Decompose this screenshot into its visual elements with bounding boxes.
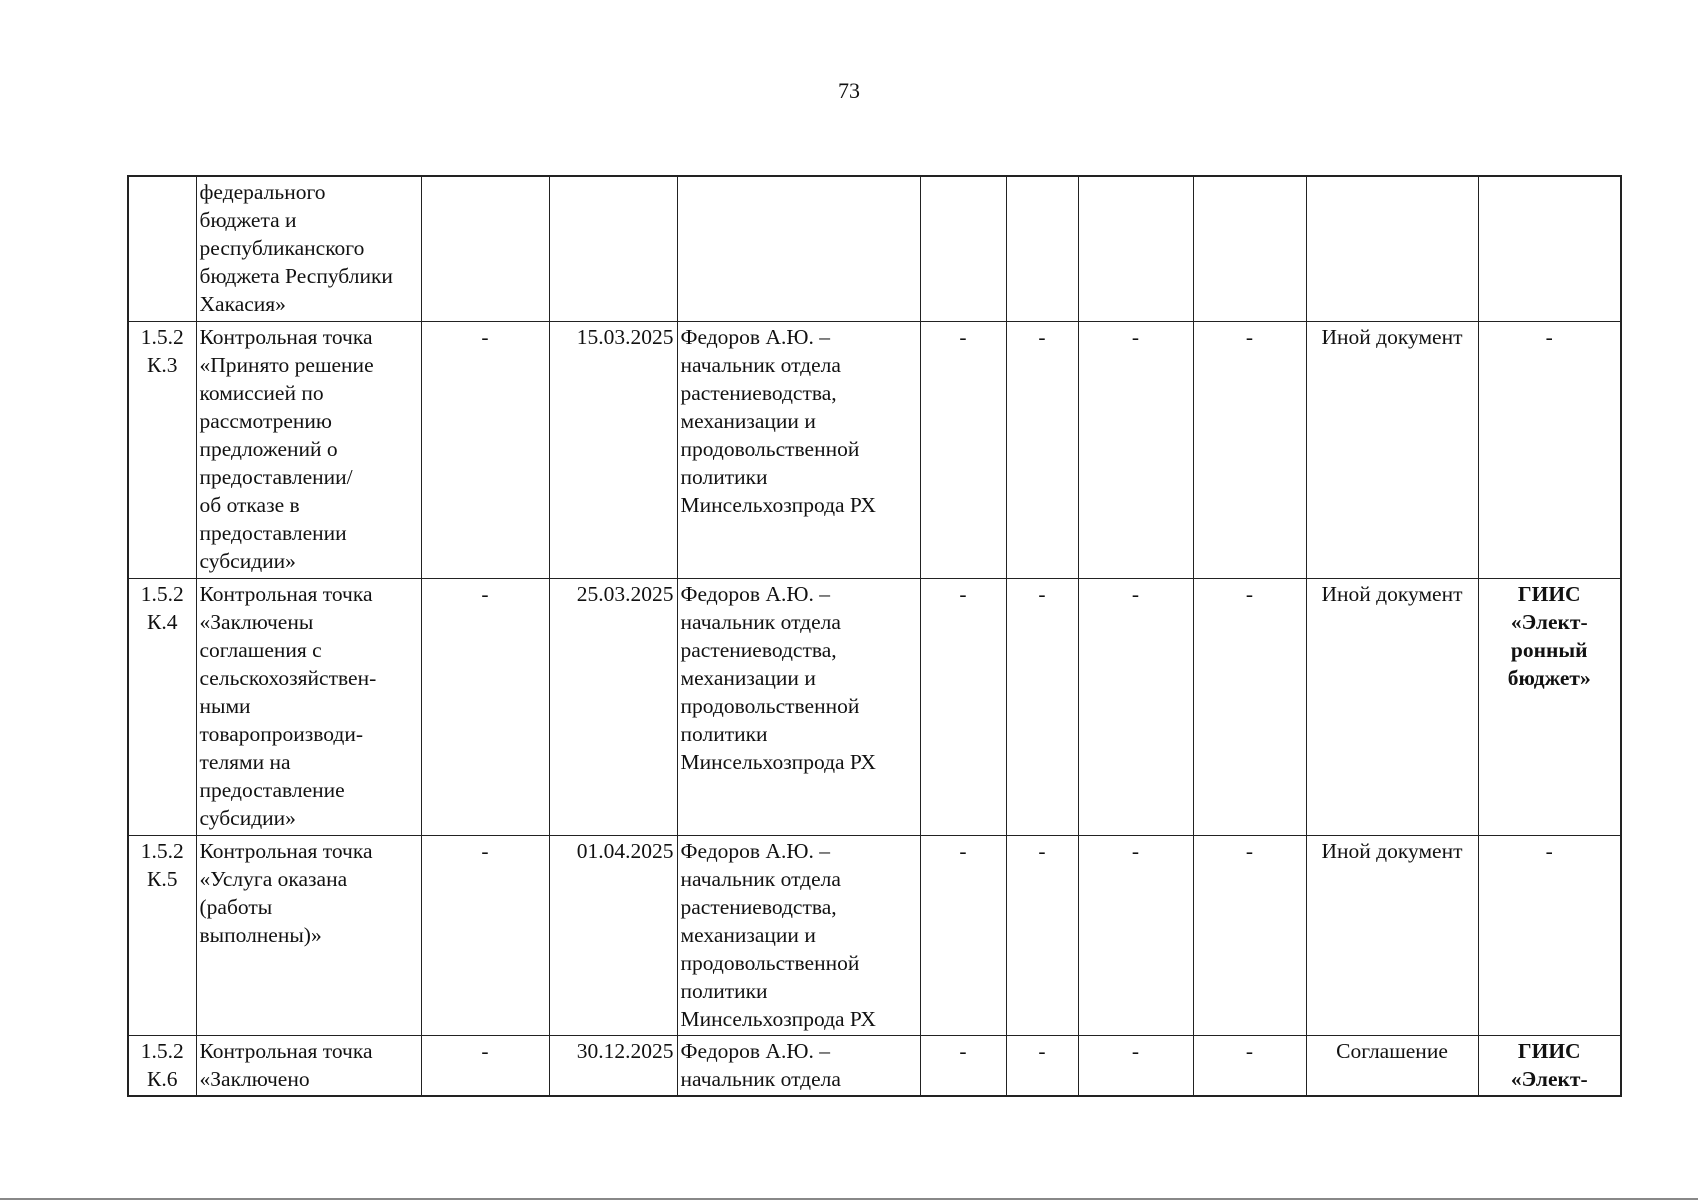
- end-date-cell: [549, 322, 677, 579]
- responsible-line: растениеводства,: [680, 381, 837, 405]
- number-cell: [128, 322, 196, 579]
- dash-value: -: [1245, 1039, 1254, 1063]
- information-system-line: бюджет»: [1507, 666, 1591, 690]
- empty-cell: [421, 176, 549, 322]
- dash-value: -: [1245, 325, 1254, 349]
- number-line: 1.5.2: [140, 839, 184, 863]
- name-line: предоставлении/: [199, 465, 353, 489]
- document-type-cell: [1306, 579, 1478, 836]
- number-cell: [128, 836, 196, 1036]
- dash-cell: [1006, 1036, 1078, 1097]
- information-system-cell: [1478, 322, 1621, 579]
- start-value: -: [481, 1039, 489, 1063]
- number-cell: [128, 1036, 196, 1097]
- start-cell: [421, 579, 549, 836]
- name-line: республиканского: [199, 236, 365, 260]
- responsible-line: продовольственной: [680, 951, 860, 975]
- page-number: 73: [838, 78, 860, 103]
- dash-value: -: [1131, 325, 1140, 349]
- name-cell: [196, 579, 421, 836]
- dash-value: -: [1131, 839, 1140, 863]
- dash-cell: [1006, 579, 1078, 836]
- empty-cell: [1306, 176, 1478, 322]
- number-line: К.3: [147, 353, 178, 377]
- dash-value: -: [1245, 839, 1254, 863]
- name-cell: [196, 836, 421, 1036]
- name-line: субсидии»: [199, 806, 296, 830]
- start-cell: [421, 1036, 549, 1097]
- dash-value: -: [1131, 1039, 1140, 1063]
- dash-value: -: [1038, 325, 1046, 349]
- table-body: [128, 176, 1621, 1096]
- start-cell: [421, 836, 549, 1036]
- name-cell: [196, 322, 421, 579]
- responsible-line: Минсельхозпрода РХ: [680, 493, 876, 517]
- name-line: субсидии»: [199, 549, 296, 573]
- dash-value: -: [1245, 582, 1254, 606]
- responsible-line: растениеводства,: [680, 895, 837, 919]
- responsible-line: Федоров А.Ю. –: [680, 1039, 830, 1063]
- name-line: выполнены)»: [199, 923, 322, 947]
- name-line: предоставлении: [199, 521, 347, 545]
- name-line: Контрольная точка: [199, 839, 373, 863]
- responsible-line: растениеводства,: [680, 638, 837, 662]
- empty-cell: [1478, 176, 1621, 322]
- name-line: Контрольная точка: [199, 325, 373, 349]
- number-line: К.4: [147, 610, 178, 634]
- responsible-cell: [677, 322, 920, 579]
- responsible-line: политики: [680, 722, 768, 746]
- document-type-value: Иной документ: [1321, 582, 1463, 606]
- information-system-line: ГИИС: [1517, 582, 1581, 606]
- document-type-cell: [1306, 322, 1478, 579]
- name-line: предложений о: [199, 437, 338, 461]
- name-line: бюджета Республики: [199, 264, 393, 288]
- responsible-line: Минсельхозпрода РХ: [680, 750, 876, 774]
- name-line: «Заключены: [199, 610, 314, 634]
- dash-cell: [1193, 579, 1306, 836]
- dash-value: -: [959, 1039, 967, 1063]
- table-row: [128, 836, 1621, 1036]
- name-line: «Принято решение: [199, 353, 374, 377]
- document-type-cell: [1306, 1036, 1478, 1097]
- information-system-cell: [1478, 579, 1621, 836]
- end-date-value: 30.12.2025: [576, 1039, 674, 1063]
- start-cell: [421, 322, 549, 579]
- responsible-line: политики: [680, 465, 768, 489]
- end-date-cell: [549, 836, 677, 1036]
- responsible-line: механизации и: [680, 923, 816, 947]
- document-type-cell: [1306, 836, 1478, 1036]
- number-cell: [128, 579, 196, 836]
- information-system-line: ронный: [1510, 638, 1588, 662]
- dash-value: -: [959, 839, 967, 863]
- dash-cell: [1078, 1036, 1193, 1097]
- name-line: комиссией по: [199, 381, 324, 405]
- dash-cell: [1006, 322, 1078, 579]
- dash-value: -: [959, 325, 967, 349]
- empty-cell: [920, 176, 1006, 322]
- name-line: ными: [199, 694, 251, 718]
- name-line: об отказе в: [199, 493, 300, 517]
- responsible-line: Федоров А.Ю. –: [680, 839, 830, 863]
- responsible-line: начальник отдела: [680, 867, 841, 891]
- document-type-value: Иной документ: [1321, 325, 1463, 349]
- dash-value: -: [1038, 1039, 1046, 1063]
- start-value: -: [481, 839, 489, 863]
- end-date-value: 15.03.2025: [576, 325, 674, 349]
- dash-cell: [1193, 322, 1306, 579]
- information-system-line: «Элект-: [1510, 610, 1588, 634]
- dash-cell: [920, 836, 1006, 1036]
- empty-cell: [677, 176, 920, 322]
- responsible-line: механизации и: [680, 666, 816, 690]
- number-line: 1.5.2: [140, 582, 184, 606]
- name-line: сельскохозяйствен-: [199, 666, 377, 690]
- name-line: (работы: [199, 895, 273, 919]
- empty-cell: [1193, 176, 1306, 322]
- information-system-line: ГИИС: [1517, 1039, 1581, 1063]
- name-line: федерального: [199, 180, 326, 204]
- dash-value: -: [1131, 582, 1140, 606]
- name-line: Хакасия»: [199, 292, 286, 316]
- empty-cell: [1006, 176, 1078, 322]
- dash-cell: [1193, 1036, 1306, 1097]
- dash-value: -: [1038, 582, 1046, 606]
- dash-cell: [1193, 836, 1306, 1036]
- dash-cell: [1078, 322, 1193, 579]
- information-system-line: -: [1545, 839, 1553, 863]
- responsible-line: начальник отдела: [680, 353, 841, 377]
- dash-value: -: [1038, 839, 1046, 863]
- name-line: соглашения с: [199, 638, 322, 662]
- table-row: [128, 1036, 1621, 1097]
- table-row: [128, 579, 1621, 836]
- information-system-cell: [1478, 1036, 1621, 1097]
- empty-cell: [549, 176, 677, 322]
- start-value: -: [481, 325, 489, 349]
- responsible-line: механизации и: [680, 409, 816, 433]
- responsible-line: продовольственной: [680, 437, 860, 461]
- name-cell: [196, 176, 421, 322]
- responsible-cell: [677, 836, 920, 1036]
- dash-cell: [1006, 836, 1078, 1036]
- number-line: К.6: [147, 1067, 178, 1091]
- name-line: «Услуга оказана: [199, 867, 348, 891]
- dash-value: -: [959, 582, 967, 606]
- end-date-cell: [549, 579, 677, 836]
- name-line: «Заключено: [199, 1067, 310, 1091]
- information-system-cell: [1478, 836, 1621, 1036]
- responsible-line: политики: [680, 979, 768, 1003]
- dash-cell: [920, 579, 1006, 836]
- control-points-table: [127, 175, 1622, 1097]
- dash-cell: [1078, 579, 1193, 836]
- number-line: К.5: [147, 867, 178, 891]
- end-date-value: 01.04.2025: [576, 839, 674, 863]
- responsible-line: начальник отдела: [680, 1067, 841, 1091]
- responsible-cell: [677, 1036, 920, 1097]
- dash-cell: [920, 322, 1006, 579]
- name-line: Контрольная точка: [199, 1039, 373, 1063]
- dash-cell: [920, 1036, 1006, 1097]
- responsible-line: Минсельхозпрода РХ: [680, 1007, 876, 1031]
- responsible-line: начальник отдела: [680, 610, 841, 634]
- dash-cell: [1078, 836, 1193, 1036]
- table-row: [128, 176, 1621, 322]
- number-line: 1.5.2: [140, 1039, 184, 1063]
- empty-cell: [1078, 176, 1193, 322]
- start-value: -: [481, 582, 489, 606]
- table-row: [128, 322, 1621, 579]
- name-line: рассмотрению: [199, 409, 332, 433]
- document-type-value: Иной документ: [1321, 839, 1463, 863]
- name-line: телями на: [199, 750, 291, 774]
- number-cell: [128, 176, 196, 322]
- information-system-line: «Элект-: [1510, 1067, 1588, 1091]
- end-date-value: 25.03.2025: [576, 582, 674, 606]
- responsible-line: Федоров А.Ю. –: [680, 325, 830, 349]
- document-type-value: Соглашение: [1336, 1039, 1448, 1063]
- name-line: товаропроизводи-: [199, 722, 364, 746]
- name-line: бюджета и: [199, 208, 297, 232]
- number-line: 1.5.2: [140, 325, 184, 349]
- responsible-cell: [677, 579, 920, 836]
- responsible-line: Федоров А.Ю. –: [680, 582, 830, 606]
- responsible-line: продовольственной: [680, 694, 860, 718]
- name-cell: [196, 1036, 421, 1097]
- end-date-cell: [549, 1036, 677, 1097]
- name-line: предоставление: [199, 778, 345, 802]
- information-system-line: -: [1545, 325, 1553, 349]
- name-line: Контрольная точка: [199, 582, 373, 606]
